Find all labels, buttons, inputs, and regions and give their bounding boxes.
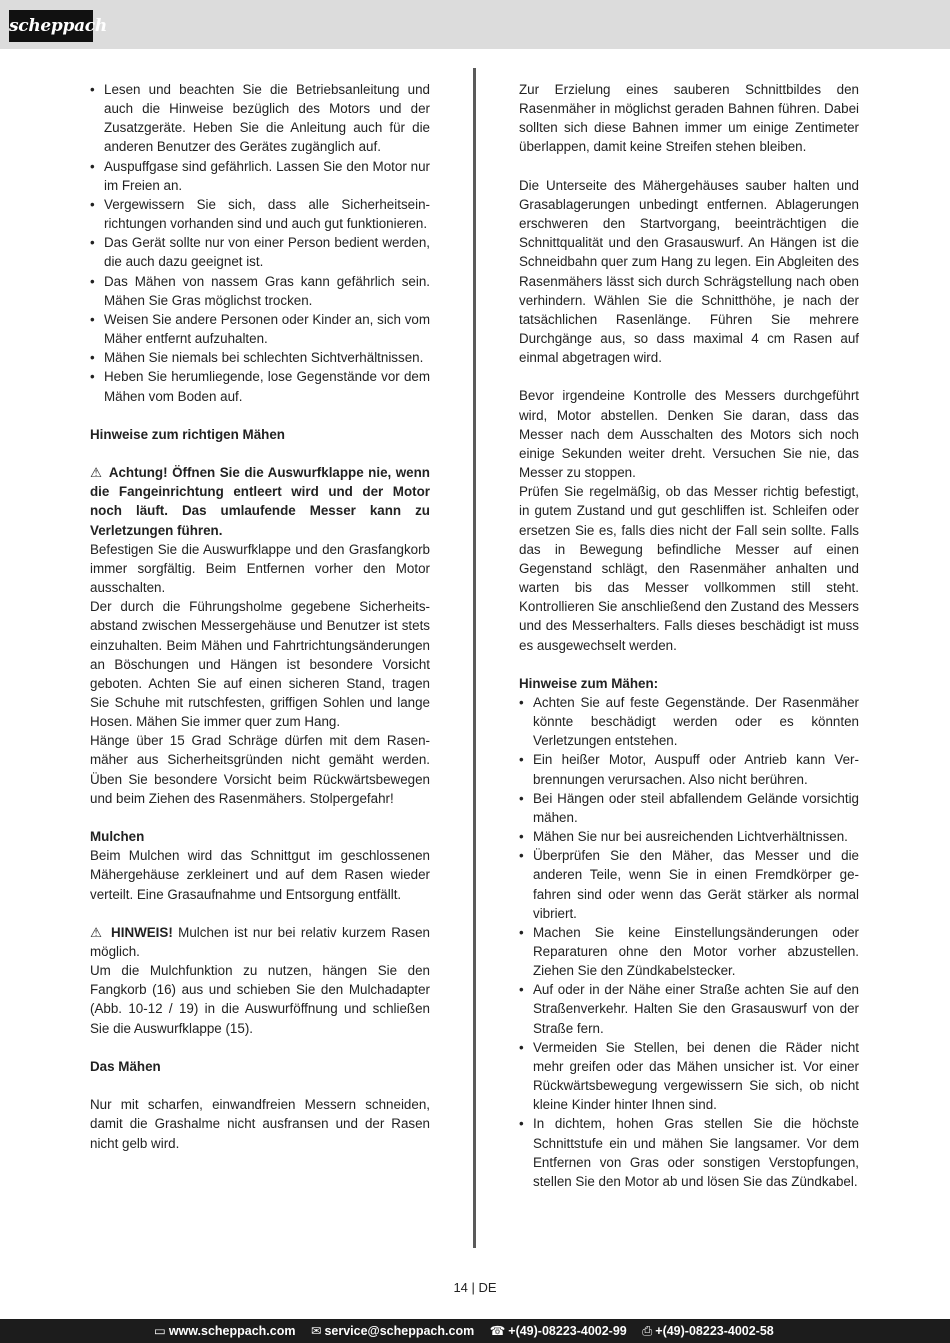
paragraph: Die Unterseite des Mähergehäuses sauber halten und Grasablagerungen unbedingt entfernen. Ablagerungen erschweren den Startvorgang, beeinträchtigen die Schnittqualität und den Grasauswurf. An Hängen ist die Schneidbahn quer zum Hang zu legen. Ein Abgleiten des Rasenmähers lässt sich durch Schrägstellung nach oben verhindern. Wählen Sie die Schnitthöhe, je nach der tatsächlichen Rasenlänge. Führen Sie mehrere Durchgänge aus, so dass maximal 4 cm Rasen auf einmal abgetragen wird.: [519, 177, 859, 366]
note-text: Mulchen ist nur bei relativ kurzem Rasen möglich.: [90, 924, 430, 959]
footer-phone: ☎ +(49)-08223-4002-99: [489, 1324, 627, 1338]
note-paragraph: [90, 923, 430, 961]
list-item: • Ein heißer Motor, Auspuff oder Antrieb kann Verbrennungen verursachen. Also nicht berühren.: [519, 750, 859, 788]
paragraph: Bevor irgendeine Kontrolle des Messers durchgeführt wird, Motor abstellen. Denken Sie daran, dass das Messer nach dem Ausschalten des Motors sich noch einige Sekunden weiter dreht. Versuchen Sie nie, das Messer zu stoppen.: [519, 388, 859, 481]
paragraph: Befestigen Sie die Auswurfklappe und den Grasfangkorb immer sorgfältig. Beim Entfernen vorher den Motor ausschalten.: [90, 541, 430, 596]
section-heading: Hinweise zum Mähen:: [519, 675, 659, 691]
paragraph: Prüfen Sie regelmäßig, ob das Messer richtig befestigt, in gutem Zustand und gut geschliffen ist. Schleifen oder ersetzen Sie es, falls dies nicht der Fall sein sollte. Falls das in Bewegung befindliche Messer auf einen Gegenstand schlägt, den Rasenmäher anhalten und warten bis das Messer vollkommen still steht. Kontrollieren Sie anschließend den Zustand des Messers und des Messerhalters. Falls dieses beschädigt ist muss es ausgewechselt werden.: [519, 484, 859, 653]
warning-triangle-icon: ⚠: [90, 924, 104, 940]
paragraph: Zur Erzielung eines sauberen Schnittbildes den Rasenmäher in möglichst geraden Bahnen führen. Dabei sollten sich diese Bahnen immer um einige Zentimeter überlappen, damit keine Streifen stehen bleiben.: [519, 82, 859, 155]
paragraph: Der durch die Führungsholme gegebene Sicherheitsabstand zwischen Messergehäuse und Benutzer ist stets einzuhalten. Beim Mähen und Fahrtrichtungsänderungen an Böschungen und Hängen ist besondere Vorsicht geboten. Achten Sie auf einen sicheren Stand, tragen Sie Schuhe mit rutschfesten, griffigen Sohlen und lange Hosen. Mähen Sie immer quer zum Hang.: [90, 599, 430, 730]
list-item: • Das Mähen von nassem Gras kann gefährlich sein. Mähen Sie Gras möglichst trocken.: [90, 272, 430, 310]
section-heading: Das Mähen: [90, 1058, 161, 1074]
list-item: • Vermeiden Sie Stellen, bei denen die Räder nicht mehr greifen oder das Mähen unsicher ist. Vor einer Rückwärtsbewegung vergewissern Sie sich, ob nicht kleine Kinder hinter Ihnen sind.: [519, 1038, 859, 1115]
list-item: • In dichtem, hohen Gras stellen Sie die höchste Schnittstufe ein und mähen Sie langsamer. Vor dem Entfernen von Gras oder sonstigen Verstopfungen, stellen Sie den Motor ab und lösen Sie das Zündkabel.: [519, 1114, 859, 1191]
list-item: • Auf oder in der Nähe einer Straße achten Sie auf den Straßenverkehr. Halten Sie den Grasauswurf von der Straße fern.: [519, 980, 859, 1037]
warning-triangle-icon: ⚠: [90, 465, 103, 481]
section-heading: Hinweise zum richtigen Mähen: [90, 426, 285, 442]
warning-paragraph: [90, 463, 430, 540]
list-item: • Überprüfen Sie den Mäher, das Messer und die anderen Teile, wenn Sie in einen Fremdkörper gefahren sind oder wenn das Gerät stärker als normal vibriert.: [519, 846, 859, 923]
mail-icon: ✉: [310, 1324, 322, 1338]
column-divider: [473, 68, 476, 1248]
list-item: • Das Gerät sollte nur von einer Person bedient werden, die auch dazu geeignet ist.: [90, 233, 430, 271]
warning-text: Achtung! Öffnen Sie die Auswurfklappe nie, wenn die Fangeinrichtung entleert wird und der Motor noch läuft. Das umlaufende Messer kann zu Verletzungen führen.: [90, 465, 430, 538]
list-item: • Heben Sie herumliegende, lose Gegenstände vor dem Mähen vom Boden auf.: [90, 367, 430, 405]
paragraph: Beim Mulchen wird das Schnittgut im geschlossenen Mähergehäuse zerkleinert und auf dem Rasen wieder verteilt. Eine Grasaufnahme und Entsorgung entfällt.: [90, 848, 430, 902]
list-item: • Mähen Sie nur bei ausreichenden Lichtverhältnissen.: [519, 827, 859, 846]
safety-bullet-list: [90, 80, 430, 406]
left-column: [90, 80, 430, 1153]
list-item: • Mähen Sie niemals bei schlechten Sichtverhältnissen.: [90, 348, 430, 367]
list-item: • Weisen Sie andere Personen oder Kinder an, sich vom Mäher entfernt aufzuhalten.: [90, 310, 430, 348]
header-band: [0, 0, 950, 49]
footer-band: [0, 1319, 950, 1343]
right-column: [519, 80, 859, 1191]
scheppach-logo: scheppach: [9, 10, 93, 42]
footer-website[interactable]: ▭ www.scheppach.com: [154, 1324, 296, 1338]
computer-icon: ▭: [154, 1324, 166, 1338]
phone-icon: ☎: [489, 1324, 506, 1338]
fax-icon: ⎙: [642, 1324, 653, 1338]
note-label: HINWEIS!: [111, 924, 173, 940]
paragraph: Nur mit scharfen, einwandfreien Messern schneiden, damit die Grashalme nicht ausfransen und der Rasen nicht gelb wird.: [90, 1097, 430, 1151]
paragraph: Um die Mulchfunktion zu nutzen, hängen Sie den Fangkorb (16) aus und schieben Sie den Mulchadapter (Abb. 10-12 / 19) in die Auswurföffnung und schließen Sie die Auswurfklappe (15).: [90, 963, 430, 1036]
list-item: • Machen Sie keine Einstellungsänderungen oder Reparaturen ohne den Motor vorher abzustellen. Ziehen Sie den Zündkabelstecker.: [519, 923, 859, 980]
paragraph: Hänge über 15 Grad Schräge dürfen mit dem Rasenmäher aus Sicherheitsgründen nicht gemäht werden. Üben Sie besondere Vorsicht beim Rückwärtsbewegen und beim Ziehen des Rasenmähers. Stolpergefahr!: [90, 733, 430, 806]
list-item: • Achten Sie auf feste Gegenstände. Der Rasenmäher könnte beschädigt werden oder es könnten Verletzungen entstehen.: [519, 693, 859, 750]
footer-fax: ⎙ +(49)-08223-4002-58: [642, 1324, 774, 1338]
list-item: • Auspuffgase sind gefährlich. Lassen Sie den Motor nur im Freien an.: [90, 157, 430, 195]
mowing-tips-list: [519, 693, 859, 1191]
footer-email[interactable]: ✉ service@scheppach.com: [310, 1324, 475, 1338]
list-item: • Bei Hängen oder steil abfallendem Gelände vorsichtig mähen.: [519, 789, 859, 827]
list-item: • Vergewissern Sie sich, dass alle Sicherheitseinrichtungen vorhanden sind und auch gut funktionieren.: [90, 195, 430, 233]
list-item: • Lesen und beachten Sie die Betriebsanleitung und auch die Hinweise bezüglich des Motors und der Zusatzgeräte. Heben Sie die Anleitung auch für die anderen Benutzer des Gerätes zugänglich auf.: [90, 80, 430, 157]
page-number: 14 | DE: [453, 1280, 497, 1295]
section-heading: Mulchen: [90, 829, 145, 845]
